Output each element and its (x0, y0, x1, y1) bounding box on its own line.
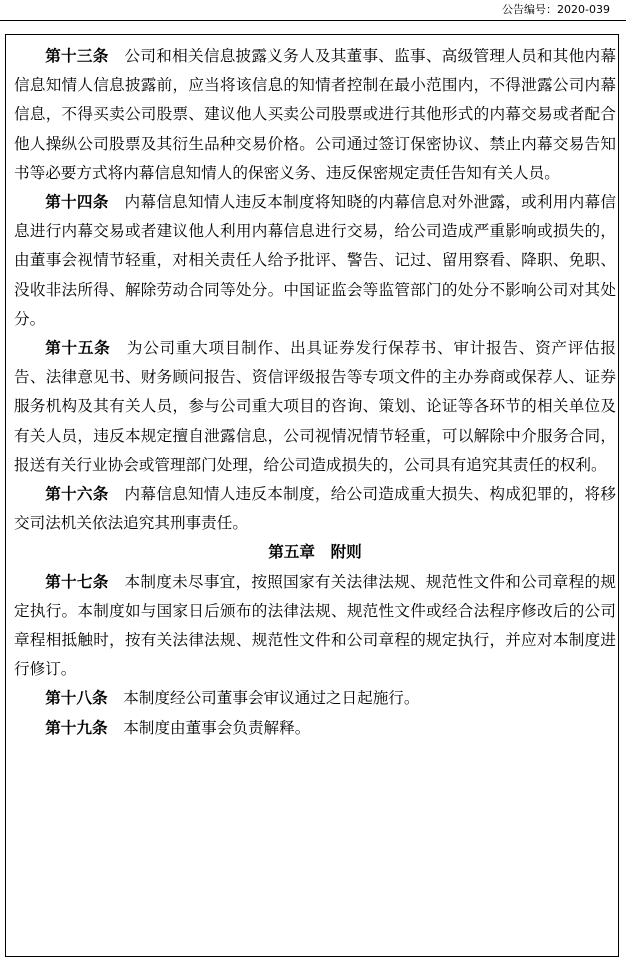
article-text: 本制度经公司董事会审议通过之日起施行。 (123, 689, 420, 708)
article-label: 第十九条 (45, 718, 108, 737)
article-18 (14, 684, 616, 713)
article-label: 第十四条 (45, 193, 109, 212)
article-label: 第十六条 (45, 485, 109, 504)
article-text: 本制度未尽事宜，按照国家有关法律法规、规范性文件和公司章程的规定执行。本制度如与国家日后颁布的法律法规、规范性文件或经合法程序修改后的公司章程相抵触时，按有关法律法规、规范性文件和公司章程的规定执行，并应对本制度进行修订。 (14, 572, 616, 679)
article-text: 为公司重大项目制作、出具证券发行保荐书、审计报告、资产评估报告、法律意见书、财务顾问报告、资信评级报告等专项文件的主办券商或保荐人、证券服务机构及其有关人员，参与公司重大项目的咨询、策划、论证等各环节的相关单位及有关人员，违反本规定擅自泄露信息，公司视情况情节轻重，可以解除中介服务合同，报送有关行业协会或管理部门处理，给公司造成损失的，公司具有追究其责任的权利。 (14, 339, 616, 474)
article-text: 本制度由董事会负责解释。 (123, 718, 311, 737)
article-15 (14, 334, 616, 480)
chapter-title: 第五章 附则 (268, 543, 362, 562)
document-body (14, 42, 616, 743)
article-label: 第十八条 (45, 689, 108, 708)
header-divider (0, 20, 626, 21)
article-19 (14, 714, 616, 743)
article-text: 内幕信息知情人违反本制度，给公司造成重大损失、构成犯罪的，将移交司法机关依法追究其刑事责任。 (14, 485, 616, 533)
article-13 (14, 42, 616, 188)
article-label: 第十七条 (45, 572, 109, 591)
announcement-code: 公告编号：2020-039 (502, 3, 610, 16)
article-16 (14, 480, 616, 538)
article-label: 第十三条 (45, 47, 109, 65)
article-label: 第十五条 (45, 339, 111, 358)
article-text: 公司和相关信息披露义务人及其董事、监事、高级管理人员和其他内幕信息知情人信息披露前，应当将该信息的知情者控制在最小范围内，不得泄露公司内幕信息，不得买卖公司股票、建议他人买卖公司股票或进行其他形式的内幕交易或者配合他人操纵公司股票及其衍生品种交易价格。公司通过签订保密协议、禁止内幕交易告知书等必要方式将内幕信息知情人的保密义务、违反保密规定责任告知有关人员。 (14, 47, 616, 182)
article-text: 内幕信息知情人违反本制度将知晓的内幕信息对外泄露，或利用内幕信息进行内幕交易或者建议他人利用内幕信息进行交易，给公司造成严重影响或损失的，由董事会视情节轻重，对相关责任人给予批评、警告、记过、留用察看、降职、免职、没收非法所得、解除劳动合同等处分。中国证监会等监管部门的处分不影响公司对其处分。 (14, 193, 616, 328)
article-14 (14, 188, 616, 334)
article-17 (14, 568, 616, 685)
